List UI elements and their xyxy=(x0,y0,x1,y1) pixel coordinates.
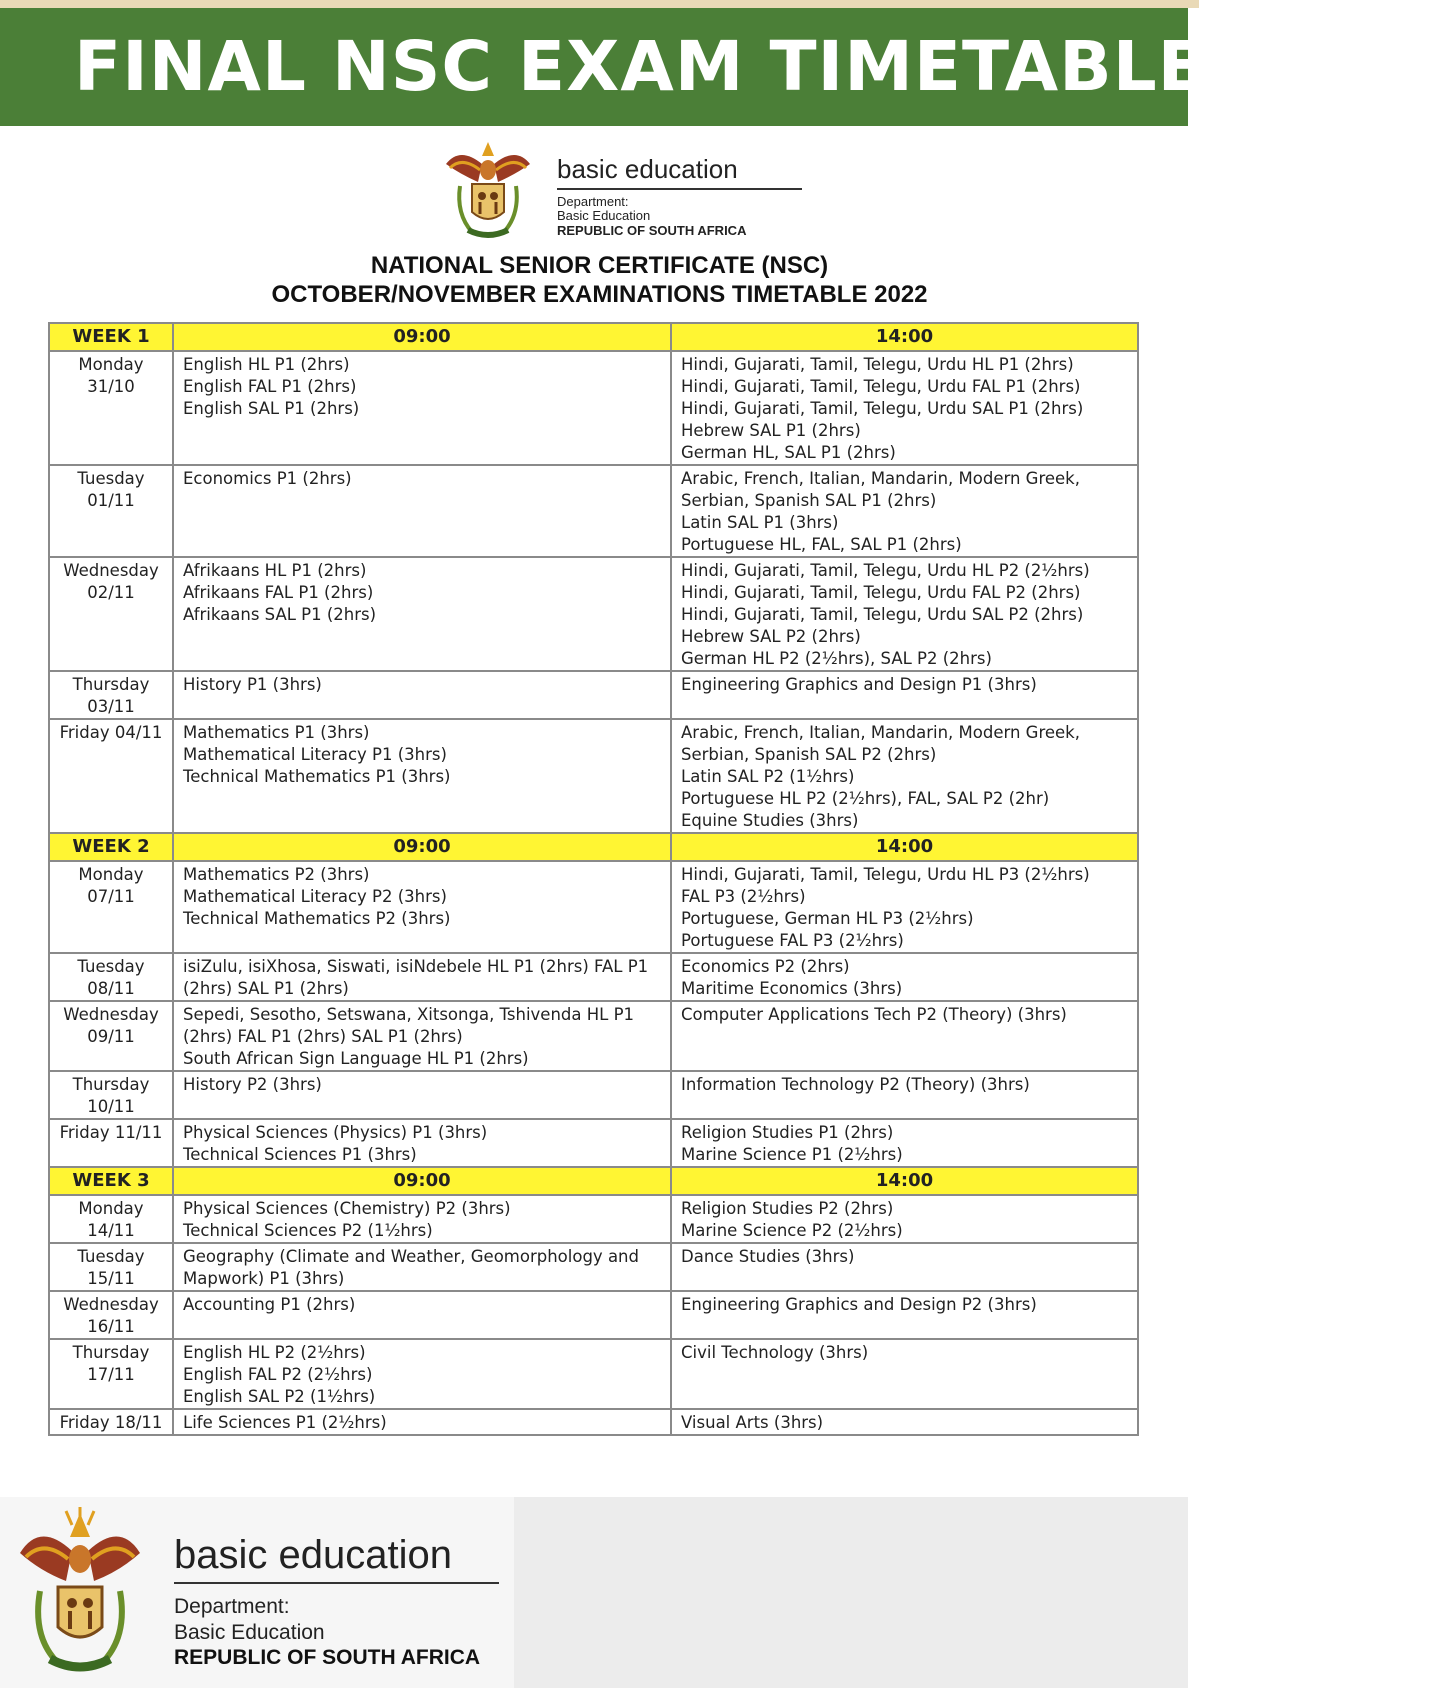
morning-session-cell xyxy=(173,861,671,953)
exam-entry: Afrikaans FAL P1 (2hrs) xyxy=(183,583,374,602)
exam-entry: English FAL P2 (2½hrs) xyxy=(183,1365,373,1384)
table-row xyxy=(49,1119,1138,1167)
exam-entry: Mathematics P1 (3hrs) xyxy=(183,723,370,742)
morning-session-cell xyxy=(173,1195,671,1243)
document-subtitle: OCTOBER/NOVEMBER EXAMINATIONS TIMETABLE 2022 xyxy=(271,281,928,308)
table-row xyxy=(49,465,1138,557)
exam-entry: Latin SAL P2 (1½hrs) xyxy=(681,767,855,786)
document-title: NATIONAL SENIOR CERTIFICATE (NSC) xyxy=(370,252,829,279)
day-name: Wednesday xyxy=(63,1005,159,1024)
day-cell xyxy=(49,1119,173,1167)
exam-entry: Hindi, Gujarati, Tamil, Telegu, Urdu SAL P2 (2hrs) xyxy=(681,605,1084,624)
week-header-row xyxy=(49,1167,1138,1195)
coat-of-arms-icon xyxy=(438,134,538,244)
day-date: 01/11 xyxy=(87,491,135,510)
afternoon-session-cell xyxy=(671,1291,1138,1339)
day-date: 17/11 xyxy=(87,1365,135,1384)
exam-entry: Religion Studies P2 (2hrs) xyxy=(681,1199,894,1218)
morning-session-cell xyxy=(173,1243,671,1291)
afternoon-session-cell xyxy=(671,671,1138,719)
table-row xyxy=(49,1409,1138,1435)
exam-entry: Dance Studies (3hrs) xyxy=(681,1247,855,1266)
afternoon-session-cell xyxy=(671,1409,1138,1435)
exam-entry: Arabic, French, Italian, Mandarin, Modern Greek, xyxy=(681,469,1080,488)
table-row xyxy=(49,1071,1138,1119)
exam-entry: German HL P2 (2½hrs), SAL P2 (2hrs) xyxy=(681,649,992,668)
exam-entry: History P2 (3hrs) xyxy=(183,1075,322,1094)
afternoon-session-cell xyxy=(671,1195,1138,1243)
day-date: 14/11 xyxy=(87,1221,135,1240)
afternoon-session-cell xyxy=(671,465,1138,557)
morning-session-cell xyxy=(173,465,671,557)
exam-timetable xyxy=(48,322,1139,1436)
day-date: 31/10 xyxy=(87,377,135,396)
exam-entry: Portuguese HL P2 (2½hrs), FAL, SAL P2 (2hr) xyxy=(681,789,1050,808)
day-name: Monday xyxy=(78,865,144,884)
table-row xyxy=(49,1195,1138,1243)
exam-entry: Economics P1 (2hrs) xyxy=(183,469,352,488)
exam-entry: Afrikaans HL P1 (2hrs) xyxy=(183,561,367,580)
exam-entry: Technical Mathematics P1 (3hrs) xyxy=(183,767,451,786)
week-label: WEEK 3 xyxy=(49,1167,173,1195)
footer xyxy=(0,1497,1188,1688)
day-cell xyxy=(49,861,173,953)
day-cell xyxy=(49,953,173,1001)
day-date: 10/11 xyxy=(87,1097,135,1116)
day-cell xyxy=(49,1409,173,1435)
footer-dept-label: Department: xyxy=(174,1595,290,1618)
day-name: Friday 11/11 xyxy=(59,1123,163,1142)
exam-entry: Equine Studies (3hrs) xyxy=(681,811,859,830)
exam-entry: FAL P3 (2½hrs) xyxy=(681,887,806,906)
banner-title: FINAL NSC EXAM TIMETABLE 2022 xyxy=(74,27,1452,107)
exam-entry: Marine Science P2 (2½hrs) xyxy=(681,1221,903,1240)
exam-entry: (2hrs) SAL P1 (2hrs) xyxy=(183,979,349,998)
morning-session-cell xyxy=(173,1001,671,1071)
morning-session-cell xyxy=(173,557,671,671)
day-name: Friday 04/11 xyxy=(59,723,163,742)
exam-entry: Hindi, Gujarati, Tamil, Telegu, Urdu FAL P1 (2hrs) xyxy=(681,377,1081,396)
day-name: Friday 18/11 xyxy=(59,1413,163,1432)
header-dept-label: Department: xyxy=(557,194,629,209)
day-name: Monday xyxy=(78,1199,144,1218)
exam-entry: Technical Sciences P2 (1½hrs) xyxy=(183,1221,433,1240)
exam-entry: Mathematics P2 (3hrs) xyxy=(183,865,370,884)
day-date: 02/11 xyxy=(87,583,135,602)
title-banner xyxy=(0,8,1452,126)
exam-entry: Hebrew SAL P2 (2hrs) xyxy=(681,627,861,646)
table-row xyxy=(49,1291,1138,1339)
table-row xyxy=(49,1243,1138,1291)
table-row xyxy=(49,351,1138,465)
afternoon-session-cell xyxy=(671,953,1138,1001)
footer-country: REPUBLIC OF SOUTH AFRICA xyxy=(174,1646,481,1669)
exam-entry: English HL P1 (2hrs) xyxy=(183,355,350,374)
day-date: 03/11 xyxy=(87,697,135,716)
exam-entry: Physical Sciences (Chemistry) P2 (3hrs) xyxy=(183,1199,511,1218)
day-date: 09/11 xyxy=(87,1027,135,1046)
exam-entry: Accounting P1 (2hrs) xyxy=(183,1295,356,1314)
day-cell xyxy=(49,1195,173,1243)
morning-time-header: 09:00 xyxy=(173,1167,671,1195)
morning-time-header: 09:00 xyxy=(173,323,671,351)
day-name: Thursday xyxy=(72,1075,150,1094)
afternoon-session-cell xyxy=(671,1119,1138,1167)
morning-session-cell xyxy=(173,1339,671,1409)
exam-entry: Information Technology P2 (Theory) (3hrs) xyxy=(681,1075,1030,1094)
table-row xyxy=(49,671,1138,719)
exam-entry: Life Sciences P1 (2½hrs) xyxy=(183,1413,387,1432)
morning-session-cell xyxy=(173,1291,671,1339)
header-brand-name: basic education xyxy=(557,154,802,190)
exam-entry: Sepedi, Sesotho, Setswana, Xitsonga, Tshivenda HL P1 xyxy=(183,1005,635,1024)
coat-of-arms-icon xyxy=(14,1507,146,1679)
header-brand-block xyxy=(557,154,802,238)
table-row xyxy=(49,719,1138,833)
table-row xyxy=(49,557,1138,671)
afternoon-session-cell xyxy=(671,719,1138,833)
morning-session-cell xyxy=(173,1119,671,1167)
day-cell xyxy=(49,1291,173,1339)
exam-entry: Mapwork) P1 (3hrs) xyxy=(183,1269,345,1288)
header-country: REPUBLIC OF SOUTH AFRICA xyxy=(557,223,747,238)
week-label: WEEK 1 xyxy=(49,323,173,351)
day-cell xyxy=(49,1339,173,1409)
afternoon-session-cell xyxy=(671,861,1138,953)
exam-entry: Arabic, French, Italian, Mandarin, Modern Greek, xyxy=(681,723,1080,742)
afternoon-time-header: 14:00 xyxy=(671,323,1138,351)
week-header-row xyxy=(49,833,1138,861)
exam-entry: Serbian, Spanish SAL P1 (2hrs) xyxy=(681,491,937,510)
exam-entry: Technical Mathematics P2 (3hrs) xyxy=(183,909,451,928)
day-name: Monday xyxy=(78,355,144,374)
day-cell xyxy=(49,351,173,465)
exam-entry: Economics P2 (2hrs) xyxy=(681,957,850,976)
footer-brand-name: basic education xyxy=(174,1533,499,1584)
afternoon-session-cell xyxy=(671,351,1138,465)
exam-entry: isiZulu, isiXhosa, Siswati, isiNdebele HL P1 (2hrs) FAL P1 xyxy=(183,957,649,976)
exam-entry: Mathematical Literacy P1 (3hrs) xyxy=(183,745,447,764)
exam-entry: English SAL P1 (2hrs) xyxy=(183,399,360,418)
morning-session-cell xyxy=(173,1071,671,1119)
day-name: Tuesday xyxy=(77,1247,145,1266)
exam-entry: Marine Science P1 (2½hrs) xyxy=(681,1145,903,1164)
afternoon-session-cell xyxy=(671,1243,1138,1291)
exam-entry: Serbian, Spanish SAL P2 (2hrs) xyxy=(681,745,937,764)
day-cell xyxy=(49,671,173,719)
afternoon-session-cell xyxy=(671,1071,1138,1119)
day-name: Thursday xyxy=(72,675,150,694)
morning-session-cell xyxy=(173,1409,671,1435)
day-date: 15/11 xyxy=(87,1269,135,1288)
exam-entry: Visual Arts (3hrs) xyxy=(681,1413,824,1432)
afternoon-time-header: 14:00 xyxy=(671,1167,1138,1195)
exam-entry: Latin SAL P1 (3hrs) xyxy=(681,513,839,532)
exam-entry: Computer Applications Tech P2 (Theory) (3hrs) xyxy=(681,1005,1067,1024)
week-header-row xyxy=(49,323,1138,351)
header-dept-name: Basic Education xyxy=(557,208,651,223)
day-name: Wednesday xyxy=(63,1295,159,1314)
table-row xyxy=(49,953,1138,1001)
exam-entry: English FAL P1 (2hrs) xyxy=(183,377,357,396)
day-name: Wednesday xyxy=(63,561,159,580)
afternoon-session-cell xyxy=(671,1001,1138,1071)
exam-entry: Mathematical Literacy P2 (3hrs) xyxy=(183,887,447,906)
day-cell xyxy=(49,557,173,671)
day-name: Tuesday xyxy=(77,469,145,488)
day-cell xyxy=(49,719,173,833)
exam-entry: Portuguese FAL P3 (2½hrs) xyxy=(681,931,904,950)
week-label: WEEK 2 xyxy=(49,833,173,861)
table-row xyxy=(49,861,1138,953)
exam-entry: Hindi, Gujarati, Tamil, Telegu, Urdu FAL P2 (2hrs) xyxy=(681,583,1081,602)
exam-entry: (2hrs) FAL P1 (2hrs) SAL P1 (2hrs) xyxy=(183,1027,463,1046)
table-row xyxy=(49,1001,1138,1071)
day-name: Thursday xyxy=(72,1343,150,1362)
afternoon-session-cell xyxy=(671,557,1138,671)
day-cell xyxy=(49,1001,173,1071)
afternoon-session-cell xyxy=(671,1339,1138,1409)
exam-entry: Engineering Graphics and Design P2 (3hrs) xyxy=(681,1295,1037,1314)
exam-entry: Hindi, Gujarati, Tamil, Telegu, Urdu HL P1 (2hrs) xyxy=(681,355,1074,374)
footer-brand-block xyxy=(174,1533,499,1670)
table-row xyxy=(49,1339,1138,1409)
exam-entry: German HL, SAL P1 (2hrs) xyxy=(681,443,896,462)
footer-dept-name: Basic Education xyxy=(174,1621,325,1644)
exam-entry: Technical Sciences P1 (3hrs) xyxy=(183,1145,417,1164)
morning-time-header: 09:00 xyxy=(173,833,671,861)
exam-entry: Hindi, Gujarati, Tamil, Telegu, Urdu HL P3 (2½hrs) xyxy=(681,865,1090,884)
exam-entry: South African Sign Language HL P1 (2hrs) xyxy=(183,1049,529,1068)
exam-entry: Hindi, Gujarati, Tamil, Telegu, Urdu HL P2 (2½hrs) xyxy=(681,561,1090,580)
exam-entry: Religion Studies P1 (2hrs) xyxy=(681,1123,894,1142)
day-date: 08/11 xyxy=(87,979,135,998)
morning-session-cell xyxy=(173,351,671,465)
exam-entry: Maritime Economics (3hrs) xyxy=(681,979,903,998)
exam-entry: Engineering Graphics and Design P1 (3hrs) xyxy=(681,675,1037,694)
day-cell xyxy=(49,1071,173,1119)
exam-entry: History P1 (3hrs) xyxy=(183,675,322,694)
afternoon-time-header: 14:00 xyxy=(671,833,1138,861)
day-name: Tuesday xyxy=(77,957,145,976)
morning-session-cell xyxy=(173,671,671,719)
exam-entry: Geography (Climate and Weather, Geomorphology and xyxy=(183,1247,639,1266)
exam-entry: Hindi, Gujarati, Tamil, Telegu, Urdu SAL P1 (2hrs) xyxy=(681,399,1084,418)
day-date: 16/11 xyxy=(87,1317,135,1336)
exam-entry: English HL P2 (2½hrs) xyxy=(183,1343,366,1362)
exam-entry: Afrikaans SAL P1 (2hrs) xyxy=(183,605,377,624)
day-cell xyxy=(49,465,173,557)
exam-entry: Portuguese HL, FAL, SAL P1 (2hrs) xyxy=(681,535,962,554)
top-strip xyxy=(0,0,1199,8)
exam-entry: Hebrew SAL P1 (2hrs) xyxy=(681,421,861,440)
morning-session-cell xyxy=(173,719,671,833)
exam-entry: English SAL P2 (1½hrs) xyxy=(183,1387,376,1406)
exam-entry: Physical Sciences (Physics) P1 (3hrs) xyxy=(183,1123,488,1142)
exam-entry: Civil Technology (3hrs) xyxy=(681,1343,869,1362)
day-cell xyxy=(49,1243,173,1291)
day-date: 07/11 xyxy=(87,887,135,906)
morning-session-cell xyxy=(173,953,671,1001)
exam-entry: Portuguese, German HL P3 (2½hrs) xyxy=(681,909,974,928)
